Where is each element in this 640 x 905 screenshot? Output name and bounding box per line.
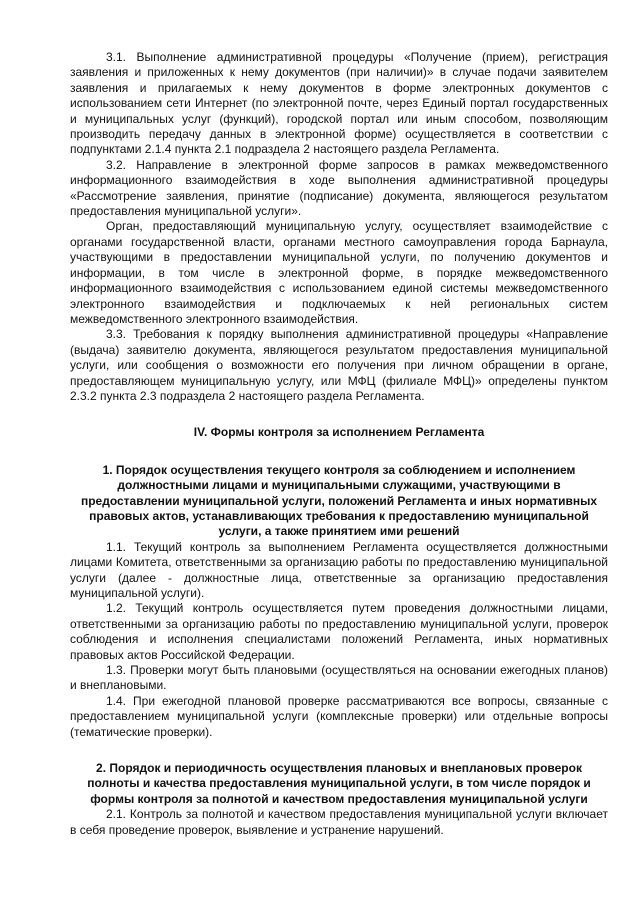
paragraph-3-1: 3.1. Выполнение административной процедуры «Получение (прием), регистрация заявления и приложенных к нему документов (при наличии)» в случае подачи заявителем заявления и прилагаемых к нему документов в форме электронных документов с использованием сети Интернет (по электронной почте, через Единый портал государственных и муниципальных услуг (функций), городской портал или иным способом, позволяющим производить передачу данных в электронной форме) осуществляется в соответствии с подпунктами 2.1.4 пункта 2.1 подраздела 2 настоящего раздела Регламента. <box>70 50 608 157</box>
paragraph-3-3: 3.3. Требования к порядку выполнения административной процедуры «Направление (выдача) заявителю документа, являющегося результатом предоставления муниципальной услуги, или сообщения о возможности его получения при личном обращении в органе, предоставляющем муниципальную услугу, или МФЦ (филиале МФЦ)» определены пунктом 2.3.2 пункта 2.3 подраздела 2 настоящего раздела Регламента. <box>70 327 608 403</box>
paragraph-1-2: 1.2. Текущий контроль осуществляется путем проведения должностными лицами, ответственными за организацию работы по предоставлению муниципальной услуги, проверок соблюдения и исполнения специалистами положений Регламента, иных нормативных правовых актов Российской Федерации. <box>70 601 608 662</box>
paragraph-3-2: 3.2. Направление в электронной форме запросов в рамках межведомственного информационного взаимодействия в ходе выполнения административной процедуры «Рассмотрение заявления, принятие (подписание) документа, являющегося результатом предоставления муниципальной услуги». <box>70 157 608 219</box>
paragraph-1-1: 1.1. Текущий контроль за выполнением Регламента осуществляется должностными лицами Комитета, ответственными за организацию работы по предоставлению муниципальной услуги (далее - должностные лица, ответственные за организацию предоставления муниципальной услуги). <box>70 539 608 600</box>
chapter-title: IV. Формы контроля за исполнением Регламента <box>193 425 485 440</box>
section-1-title: 1. Порядок осуществления текущего контроля за соблюдением и исполнением должностными лицами и муниципальными служащими, участвующими в предоставлении муниципальной услуги, положений Регламента и иных нормативных правовых актов, устанавливающих требования к предоставлению муниципальной услуги, а также принятием ими решений <box>80 462 598 539</box>
section-2-title: 2. Порядок и периодичность осуществления плановых и внеплановых проверок полноты и качества предоставления муниципальной услуги, в том числе порядок и формы контроля за полнотой и качеством предоставления муниципальной услуги <box>87 761 591 806</box>
paragraph-1-3: 1.3. Проверки могут быть плановыми (осуществляться на основании ежегодных планов) и внеплановыми. <box>70 663 608 693</box>
paragraph-interaction: Орган, предоставляющий муниципальную услугу, осуществляет взаимодействие с органами государственной власти, органами местного самоуправления города Барнаула, участвующими в предоставлении муниципальной услуги, по получению документов и информации, в том числе в электронной форме, в порядке межведомственного информационного взаимодействия с использованием единой системы межведомственного электронного взаимодействия и подключаемых к ней региональных систем межведомственного электронного взаимодействия. <box>70 219 608 326</box>
paragraph-1-4: 1.4. При ежегодной плановой проверке рассматриваются все вопросы, связанные с предоставлением муниципальной услуги (комплексные проверки) или отдельные вопросы (тематические проверки). <box>70 693 608 739</box>
paragraph-2-1: 2.1. Контроль за полнотой и качеством предоставления муниципальной услуги включает в себя проведение проверок, выявление и устранение нарушений. <box>70 807 608 837</box>
